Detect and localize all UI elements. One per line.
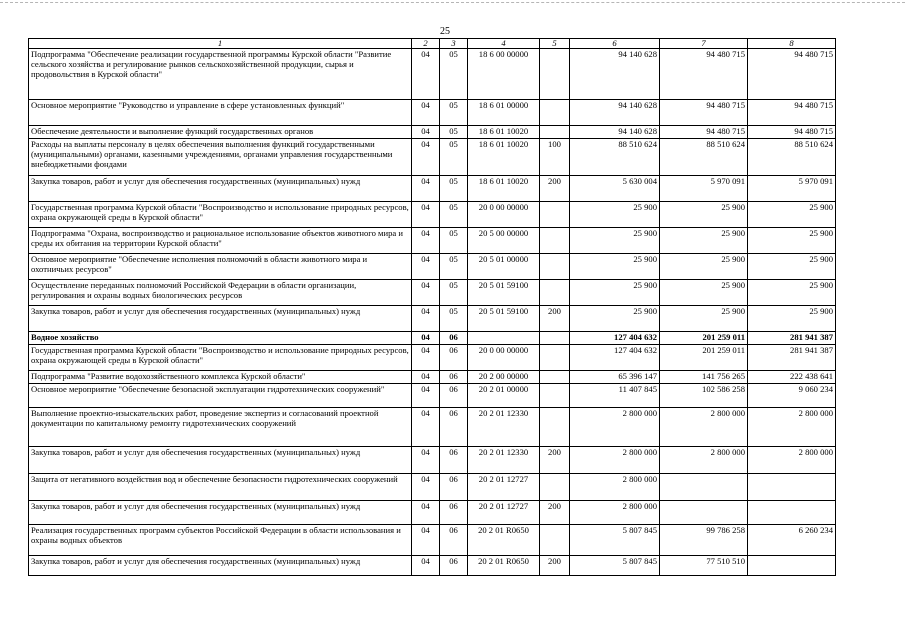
expense-type-cell: 200 xyxy=(540,306,570,332)
target-article-cell: 18 6 01 10020 xyxy=(468,139,540,176)
expense-type-cell xyxy=(540,525,570,556)
table-row xyxy=(29,345,836,371)
scan-edge-line xyxy=(0,2,905,3)
amount-year3-cell: 222 438 641 xyxy=(748,371,836,384)
section-code-cell: 04 xyxy=(412,228,440,254)
target-article-cell: 20 2 01 12330 xyxy=(468,447,540,474)
section-code-cell: 04 xyxy=(412,280,440,306)
section-code-cell: 04 xyxy=(412,556,440,576)
row-name-cell: Подпрограмма "Охрана, воспроизводство и рациональное использование объектов животного мира и среды их обитания на территории Курской области" xyxy=(29,228,412,254)
budget-table xyxy=(28,38,836,576)
table-row xyxy=(29,202,836,228)
subsection-code-cell: 06 xyxy=(440,384,468,408)
row-name-cell: Закупка товаров, работ и услуг для обеспечения государственных (муниципальных) нужд xyxy=(29,306,412,332)
table-row xyxy=(29,501,836,525)
page-number: 25 xyxy=(440,26,450,37)
row-name-cell: Основное мероприятие "Обеспечение исполнения полномочий в области животного мира и охотничьих ресурсов" xyxy=(29,254,412,280)
expense-type-cell xyxy=(540,49,570,100)
amount-year2-cell: 2 800 000 xyxy=(660,408,748,447)
table-row xyxy=(29,384,836,408)
row-name-cell: Закупка товаров, работ и услуг для обеспечения государственных (муниципальных) нужд xyxy=(29,556,412,576)
amount-year3-cell: 25 900 xyxy=(748,280,836,306)
row-name-cell: Водное хозяйство xyxy=(29,332,412,345)
expense-type-cell xyxy=(540,100,570,126)
table-row xyxy=(29,306,836,332)
target-article-cell: 18 6 01 10020 xyxy=(468,126,540,139)
row-name-cell: Подпрограмма "Обеспечение реализации государственной программы Курской области "Развитие сельского хозяйства и регулирование рынков сельскохозяйственной продукции, сырья и продовольствия в Курской области" xyxy=(29,49,412,100)
amount-year1-cell: 2 800 000 xyxy=(570,501,660,525)
expense-type-cell xyxy=(540,228,570,254)
expense-type-cell xyxy=(540,345,570,371)
expense-type-cell xyxy=(540,254,570,280)
subsection-code-cell: 05 xyxy=(440,306,468,332)
subsection-code-cell: 06 xyxy=(440,345,468,371)
target-article-cell: 18 6 01 00000 xyxy=(468,100,540,126)
target-article-cell: 20 2 01 R0650 xyxy=(468,525,540,556)
section-code-cell: 04 xyxy=(412,408,440,447)
table-row xyxy=(29,525,836,556)
amount-year3-cell: 5 970 091 xyxy=(748,176,836,202)
amount-year3-cell: 6 260 234 xyxy=(748,525,836,556)
table-row xyxy=(29,447,836,474)
row-name-cell: Основное мероприятие "Обеспечение безопасной эксплуатации гидротехнических сооружений" xyxy=(29,384,412,408)
expense-type-cell xyxy=(540,332,570,345)
amount-year3-cell: 281 941 387 xyxy=(748,332,836,345)
row-name-cell: Основное мероприятие "Руководство и управление в сфере установленных функций" xyxy=(29,100,412,126)
amount-year1-cell: 127 404 632 xyxy=(570,345,660,371)
section-code-cell: 04 xyxy=(412,345,440,371)
amount-year3-cell: 94 480 715 xyxy=(748,100,836,126)
row-name-cell: Выполнение проектно-изыскательских работ, проведение экспертиз и согласований проектной документации по капитальному ремонту гидротехнических сооружений xyxy=(29,408,412,447)
subsection-code-cell: 06 xyxy=(440,408,468,447)
amount-year1-cell: 25 900 xyxy=(570,202,660,228)
expense-type-cell: 200 xyxy=(540,556,570,576)
target-article-cell: 20 2 01 12727 xyxy=(468,474,540,501)
table-row xyxy=(29,126,836,139)
row-name-cell: Защита от негативного воздействия вод и обеспечение безопасности гидротехнических сооружений xyxy=(29,474,412,501)
amount-year1-cell: 2 800 000 xyxy=(570,447,660,474)
amount-year2-cell: 2 800 000 xyxy=(660,447,748,474)
amount-year1-cell: 94 140 628 xyxy=(570,100,660,126)
expense-type-cell xyxy=(540,474,570,501)
target-article-cell: 20 0 00 00000 xyxy=(468,345,540,371)
target-article-cell: 20 5 01 59100 xyxy=(468,280,540,306)
row-name-cell: Государственная программа Курской области "Воспроизводство и использование природных ресурсов, охрана окружающей среды в Курской области" xyxy=(29,202,412,228)
subsection-code-cell: 06 xyxy=(440,501,468,525)
amount-year2-cell: 25 900 xyxy=(660,228,748,254)
row-name-cell: Обеспечение деятельности и выполнение функций государственных органов xyxy=(29,126,412,139)
section-code-cell: 04 xyxy=(412,202,440,228)
subsection-code-cell: 06 xyxy=(440,474,468,501)
amount-year1-cell: 2 800 000 xyxy=(570,474,660,501)
target-article-cell: 18 6 00 00000 xyxy=(468,49,540,100)
amount-year3-cell: 2 800 000 xyxy=(748,408,836,447)
table-row xyxy=(29,408,836,447)
amount-year1-cell: 25 900 xyxy=(570,228,660,254)
target-article-cell: 20 2 01 00000 xyxy=(468,384,540,408)
subsection-code-cell: 05 xyxy=(440,49,468,100)
amount-year1-cell: 5 807 845 xyxy=(570,556,660,576)
target-article-cell: 20 5 01 59100 xyxy=(468,306,540,332)
amount-year1-cell: 94 140 628 xyxy=(570,49,660,100)
subsection-code-cell: 05 xyxy=(440,254,468,280)
row-name-cell: Закупка товаров, работ и услуг для обеспечения государственных (муниципальных) нужд xyxy=(29,501,412,525)
subsection-code-cell: 05 xyxy=(440,100,468,126)
target-article-cell xyxy=(468,332,540,345)
row-name-cell: Реализация государственных программ субъектов Российской Федерации в области использования и охраны водных объектов xyxy=(29,525,412,556)
amount-year1-cell: 94 140 628 xyxy=(570,126,660,139)
target-article-cell: 20 5 01 00000 xyxy=(468,254,540,280)
amount-year3-cell: 25 900 xyxy=(748,202,836,228)
table-row xyxy=(29,254,836,280)
target-article-cell: 20 2 01 12727 xyxy=(468,501,540,525)
amount-year1-cell: 11 407 845 xyxy=(570,384,660,408)
header-col-8: 8 xyxy=(748,39,836,49)
section-code-cell: 04 xyxy=(412,525,440,556)
amount-year2-cell: 99 786 258 xyxy=(660,525,748,556)
table-header-row xyxy=(29,39,836,49)
expense-type-cell: 100 xyxy=(540,139,570,176)
amount-year2-cell: 201 259 011 xyxy=(660,332,748,345)
expense-type-cell xyxy=(540,202,570,228)
amount-year3-cell xyxy=(748,556,836,576)
amount-year2-cell: 141 756 265 xyxy=(660,371,748,384)
row-name-cell: Подпрограмма "Развитие водохозяйственного комплекса Курской области" xyxy=(29,371,412,384)
target-article-cell: 20 2 01 12330 xyxy=(468,408,540,447)
section-code-cell: 04 xyxy=(412,384,440,408)
section-code-cell: 04 xyxy=(412,306,440,332)
subsection-code-cell: 05 xyxy=(440,139,468,176)
amount-year3-cell: 9 060 234 xyxy=(748,384,836,408)
amount-year2-cell: 88 510 624 xyxy=(660,139,748,176)
expense-type-cell: 200 xyxy=(540,176,570,202)
section-code-cell: 04 xyxy=(412,474,440,501)
section-code-cell: 04 xyxy=(412,139,440,176)
table-row xyxy=(29,556,836,576)
amount-year2-cell: 25 900 xyxy=(660,280,748,306)
row-name-cell: Закупка товаров, работ и услуг для обеспечения государственных (муниципальных) нужд xyxy=(29,176,412,202)
amount-year2-cell xyxy=(660,501,748,525)
table-row xyxy=(29,176,836,202)
section-code-cell: 04 xyxy=(412,254,440,280)
expense-type-cell xyxy=(540,371,570,384)
amount-year1-cell: 127 404 632 xyxy=(570,332,660,345)
expense-type-cell: 200 xyxy=(540,447,570,474)
amount-year2-cell: 94 480 715 xyxy=(660,126,748,139)
header-col-2: 2 xyxy=(412,39,440,49)
section-code-cell: 04 xyxy=(412,126,440,139)
section-code-cell: 04 xyxy=(412,447,440,474)
target-article-cell: 20 2 01 R0650 xyxy=(468,556,540,576)
header-col-4: 4 xyxy=(468,39,540,49)
amount-year1-cell: 2 800 000 xyxy=(570,408,660,447)
subsection-code-cell: 05 xyxy=(440,202,468,228)
expense-type-cell: 200 xyxy=(540,501,570,525)
expense-type-cell xyxy=(540,126,570,139)
amount-year3-cell: 88 510 624 xyxy=(748,139,836,176)
target-article-cell: 20 2 00 00000 xyxy=(468,371,540,384)
row-name-cell: Государственная программа Курской области "Воспроизводство и использование природных ресурсов, охрана окружающей среды в Курской области" xyxy=(29,345,412,371)
target-article-cell: 20 0 00 00000 xyxy=(468,202,540,228)
row-name-cell: Осуществление переданных полномочий Российской Федерации в области организации, регулирования и охраны водных биологических ресурсов xyxy=(29,280,412,306)
amount-year2-cell: 25 900 xyxy=(660,306,748,332)
subsection-code-cell: 06 xyxy=(440,332,468,345)
table-row xyxy=(29,332,836,345)
amount-year3-cell: 25 900 xyxy=(748,306,836,332)
expense-type-cell xyxy=(540,384,570,408)
row-name-cell: Закупка товаров, работ и услуг для обеспечения государственных (муниципальных) нужд xyxy=(29,447,412,474)
amount-year1-cell: 25 900 xyxy=(570,306,660,332)
amount-year2-cell: 25 900 xyxy=(660,202,748,228)
section-code-cell: 04 xyxy=(412,49,440,100)
subsection-code-cell: 06 xyxy=(440,556,468,576)
table-row xyxy=(29,139,836,176)
amount-year2-cell: 5 970 091 xyxy=(660,176,748,202)
amount-year3-cell xyxy=(748,501,836,525)
header-col-7: 7 xyxy=(660,39,748,49)
table-row xyxy=(29,280,836,306)
amount-year3-cell: 281 941 387 xyxy=(748,345,836,371)
amount-year1-cell: 65 396 147 xyxy=(570,371,660,384)
amount-year2-cell: 94 480 715 xyxy=(660,49,748,100)
amount-year2-cell: 77 510 510 xyxy=(660,556,748,576)
header-col-3: 3 xyxy=(440,39,468,49)
section-code-cell: 04 xyxy=(412,100,440,126)
row-name-cell: Расходы на выплаты персоналу в целях обеспечения выполнения функций государственными (муниципальными) органами, казенными учреждениями, органами управления государственными внебюджетными фондами xyxy=(29,139,412,176)
table-row xyxy=(29,100,836,126)
header-col-5: 5 xyxy=(540,39,570,49)
amount-year2-cell: 201 259 011 xyxy=(660,345,748,371)
table-row xyxy=(29,371,836,384)
table-row xyxy=(29,474,836,501)
target-article-cell: 18 6 01 10020 xyxy=(468,176,540,202)
section-code-cell: 04 xyxy=(412,371,440,384)
subsection-code-cell: 05 xyxy=(440,126,468,139)
amount-year1-cell: 88 510 624 xyxy=(570,139,660,176)
expense-type-cell xyxy=(540,408,570,447)
table-row xyxy=(29,49,836,100)
amount-year1-cell: 5 807 845 xyxy=(570,525,660,556)
amount-year1-cell: 25 900 xyxy=(570,254,660,280)
amount-year1-cell: 5 630 004 xyxy=(570,176,660,202)
target-article-cell: 20 5 00 00000 xyxy=(468,228,540,254)
amount-year3-cell: 2 800 000 xyxy=(748,447,836,474)
amount-year2-cell: 102 586 258 xyxy=(660,384,748,408)
header-col-1: 1 xyxy=(29,39,412,49)
expense-type-cell xyxy=(540,280,570,306)
subsection-code-cell: 05 xyxy=(440,176,468,202)
section-code-cell: 04 xyxy=(412,501,440,525)
amount-year1-cell: 25 900 xyxy=(570,280,660,306)
amount-year2-cell xyxy=(660,474,748,501)
subsection-code-cell: 06 xyxy=(440,447,468,474)
amount-year3-cell: 25 900 xyxy=(748,254,836,280)
header-col-6: 6 xyxy=(570,39,660,49)
table-row xyxy=(29,228,836,254)
amount-year3-cell: 94 480 715 xyxy=(748,126,836,139)
subsection-code-cell: 06 xyxy=(440,525,468,556)
subsection-code-cell: 06 xyxy=(440,371,468,384)
amount-year2-cell: 25 900 xyxy=(660,254,748,280)
subsection-code-cell: 05 xyxy=(440,228,468,254)
amount-year3-cell xyxy=(748,474,836,501)
subsection-code-cell: 05 xyxy=(440,280,468,306)
section-code-cell: 04 xyxy=(412,176,440,202)
section-code-cell: 04 xyxy=(412,332,440,345)
amount-year2-cell: 94 480 715 xyxy=(660,100,748,126)
amount-year3-cell: 94 480 715 xyxy=(748,49,836,100)
amount-year3-cell: 25 900 xyxy=(748,228,836,254)
